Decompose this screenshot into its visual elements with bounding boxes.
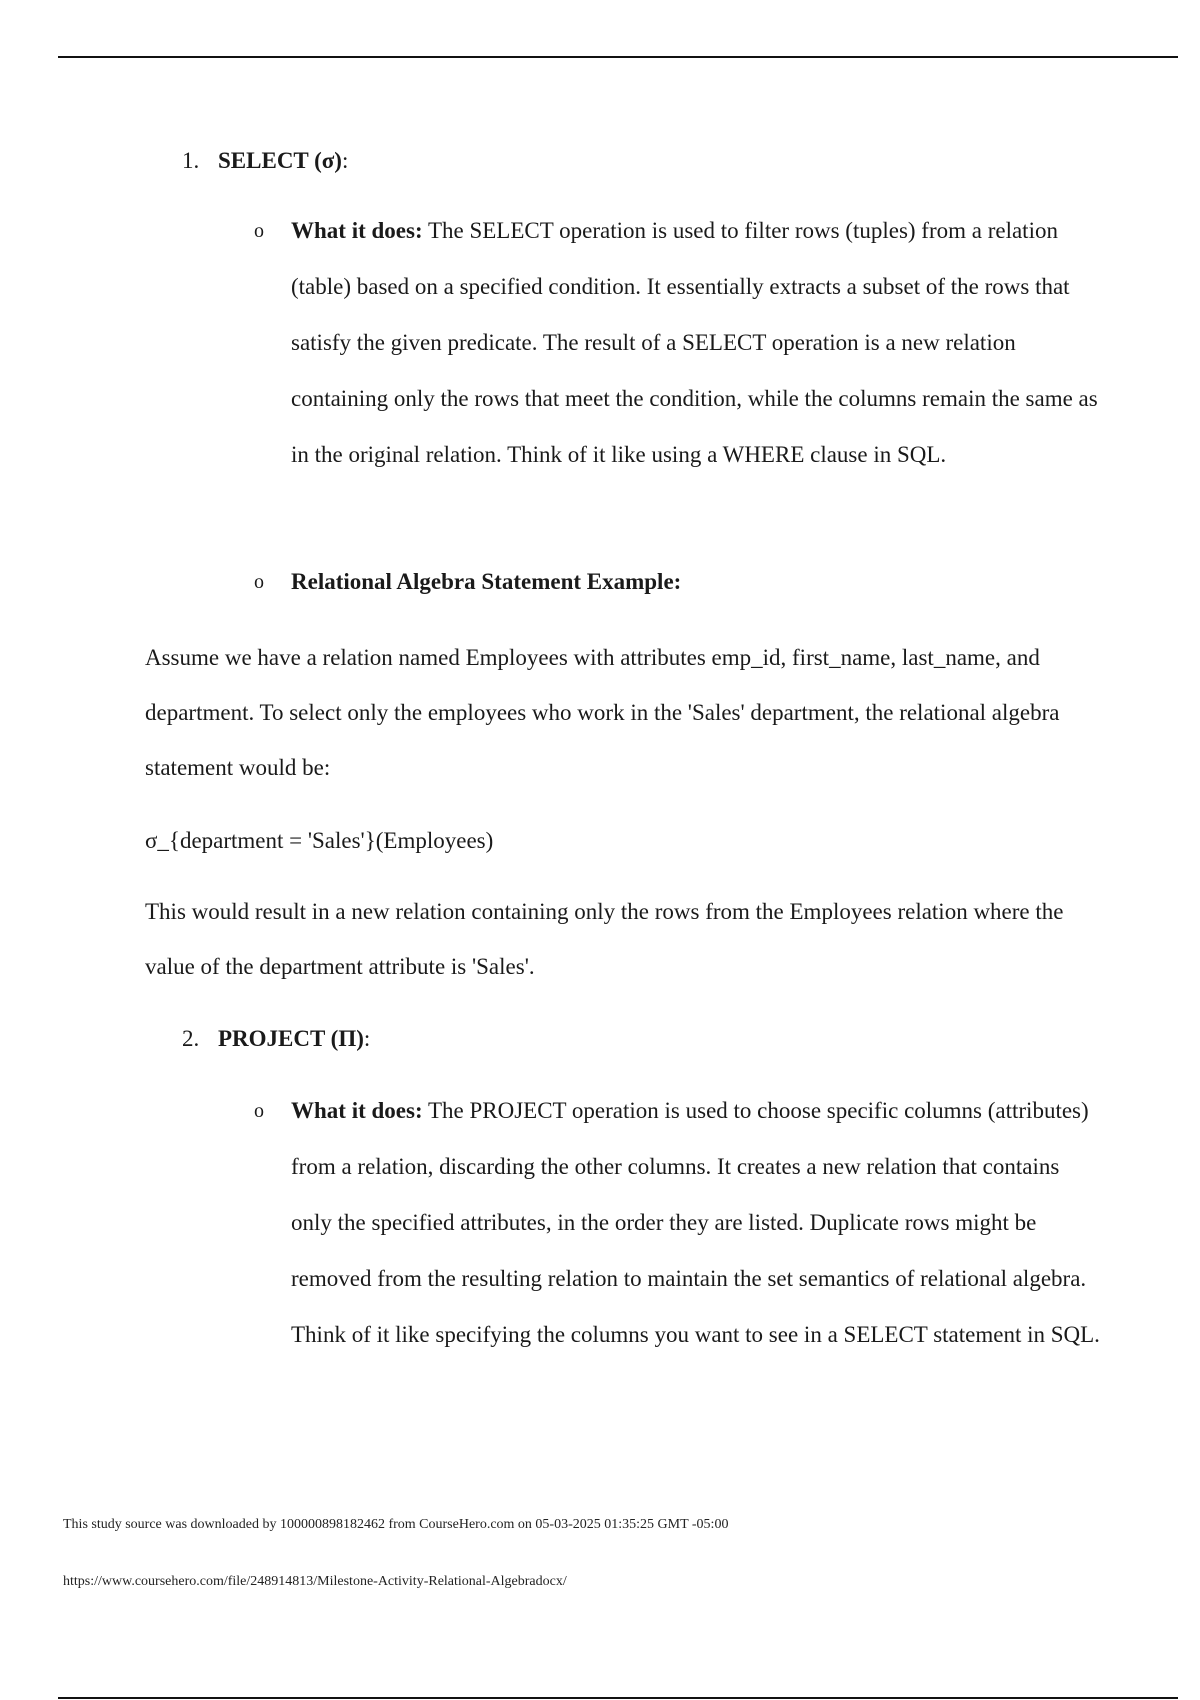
- example-result-paragraph: This would result in a new relation containing only the rows from the Employees relation where the value of the department attribute is 'Sales'.: [145, 899, 1064, 979]
- section-2-number: 2.: [182, 1026, 200, 1051]
- bullet-circle-icon: o: [254, 571, 264, 593]
- bullet-label: What it does:: [291, 1098, 423, 1123]
- top-rule: [58, 56, 1178, 58]
- section-1-title: SELECT (σ): [218, 148, 342, 173]
- bullet-body: The SELECT operation is used to filter rows (tuples) from a relation (table) based on a specified condition. It essentially extracts a subset of the rows that satisfy the given predicate. The result of a SELECT operation is a new relation containing only the rows that meet the condition, while the columns remain the same as in the original relation. Think of it like using a WHERE clause in SQL.: [291, 218, 1098, 467]
- bullet-label: Relational Algebra Statement Example:: [291, 569, 682, 594]
- bullet-circle-icon: o: [254, 1100, 264, 1122]
- section-2-heading: [182, 1024, 370, 1054]
- footer-source-line: This study source was downloaded by 100000898182462 from CourseHero.com on 05-03-2025 01:35:25 GMT -05:00: [63, 1517, 729, 1532]
- bullet-circle-icon: o: [254, 220, 264, 242]
- section-1-colon: :: [341, 148, 349, 173]
- section-2-bullet-1-text: [291, 1083, 1101, 1363]
- section-1-number: 1.: [182, 148, 200, 173]
- bullet-label: What it does:: [291, 218, 423, 243]
- section-2-title: PROJECT (Π): [218, 1026, 364, 1051]
- footer-url-line: https://www.coursehero.com/file/248914813/Milestone-Activity-Relational-Algebradocx/: [63, 1574, 567, 1589]
- section-1-bullet-1-text: [291, 203, 1101, 483]
- bottom-rule: [58, 1697, 1178, 1699]
- section-1-heading: [182, 146, 348, 176]
- example-intro-paragraph: Assume we have a relation named Employees with attributes emp_id, first_name, last_name, and department. To select only the employees who work in the 'Sales' department, the relational algebra statement would be:: [145, 645, 1060, 780]
- bullet-body: The PROJECT operation is used to choose specific columns (attributes) from a relation, discarding the other columns. It creates a new relation that contains only the specified attributes, in the order they are listed. Duplicate rows might be removed from the resulting relation to maintain the set semantics of relational algebra. Think of it like specifying the columns you want to see in a SELECT statement in SQL.: [291, 1098, 1100, 1347]
- algebra-expression: σ_{department = 'Sales'}(Employees): [145, 828, 494, 853]
- section-1-bullet-2-text: [291, 554, 1101, 610]
- section-2-colon: :: [363, 1026, 371, 1051]
